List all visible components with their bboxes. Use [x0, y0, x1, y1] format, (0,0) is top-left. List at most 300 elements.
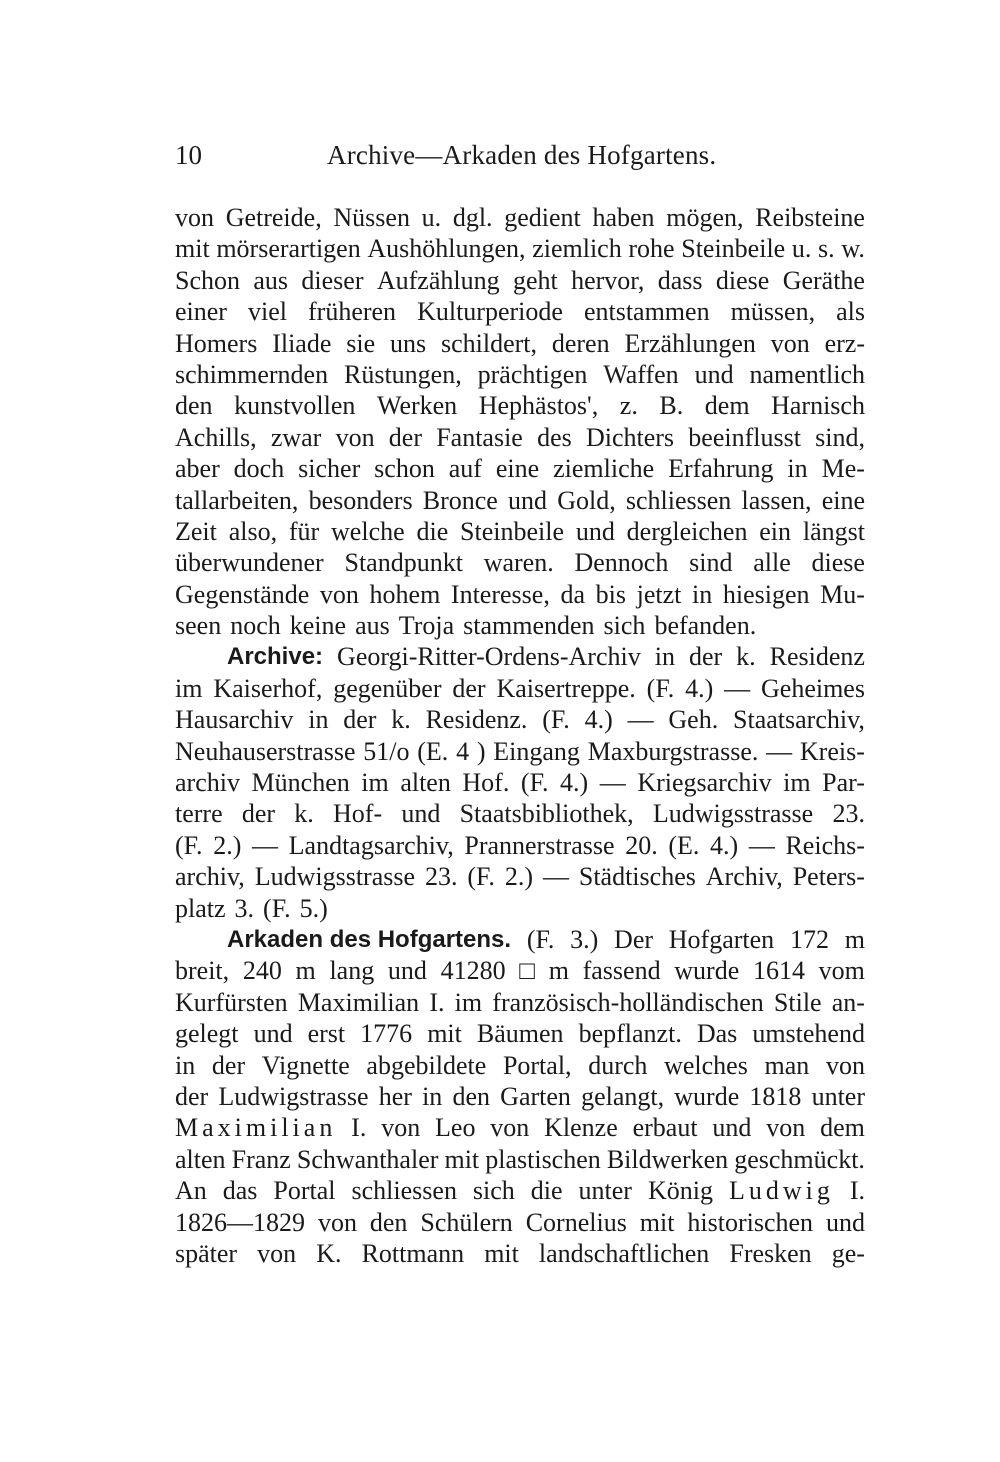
word: Peters- [792, 862, 865, 892]
word: von [770, 328, 810, 358]
page-number: 10 [175, 140, 202, 170]
word: historischen [687, 1207, 814, 1237]
word: Kaiserhof, [213, 673, 323, 703]
word: Residenz [769, 642, 865, 672]
word: in [787, 454, 808, 484]
word: schildert, [440, 328, 537, 358]
word: archiv, [175, 862, 245, 892]
paragraph [175, 202, 865, 641]
text-line [175, 233, 865, 264]
word: Bäumen [476, 1019, 564, 1049]
word: s. [818, 234, 835, 264]
word: Neuhauserstrasse [175, 736, 356, 766]
word: dem [704, 391, 750, 421]
word: Fresken [729, 1238, 812, 1268]
word: diese [811, 548, 865, 578]
text-line [175, 202, 865, 233]
word: diese [715, 265, 770, 295]
word: im [454, 987, 483, 1017]
word: stammenden [463, 611, 595, 641]
text-line [175, 1144, 865, 1175]
word: Hof. [462, 768, 510, 798]
word: doch [233, 454, 285, 484]
word: aus [355, 611, 390, 641]
text-line [175, 893, 865, 924]
word: von [335, 422, 375, 452]
word: eine [495, 454, 540, 484]
word: dieser [301, 265, 364, 295]
word: unter [811, 1081, 865, 1111]
word: wurde [674, 956, 740, 986]
word: Franz [231, 1144, 291, 1174]
word: Mu- [820, 579, 865, 609]
word: (F. [263, 893, 291, 923]
text-line [175, 1207, 865, 1238]
word: K. [316, 1238, 342, 1268]
word: einer [175, 297, 227, 327]
word: Bildwerken [606, 1144, 729, 1174]
word: das [222, 1176, 258, 1206]
word: 23. [832, 799, 865, 829]
word: (F. [646, 673, 675, 703]
word: alten [175, 1144, 226, 1174]
word: Ludwigstrasse [218, 1081, 369, 1111]
word: Steinbeile [681, 234, 786, 264]
word: m [295, 956, 316, 986]
word: u. [791, 234, 812, 264]
word: müssen, [730, 297, 816, 327]
word: gelegt [175, 1019, 239, 1049]
word: 4.) [584, 705, 613, 735]
word: 2.) [213, 830, 242, 860]
word: in [175, 1050, 196, 1080]
word: Interesse, [450, 579, 550, 609]
word: ge- [831, 1238, 865, 1268]
word: Werken [376, 391, 458, 421]
word: 51/o [363, 736, 410, 766]
word: für [288, 516, 320, 546]
word: seen [175, 611, 222, 641]
word: und [694, 359, 734, 389]
word: und [712, 1113, 752, 1143]
word: der [241, 799, 276, 829]
word: Rottmann [361, 1238, 465, 1268]
word: vom [818, 956, 865, 986]
text-line [175, 453, 865, 484]
word: von [319, 579, 359, 609]
word: zwar [270, 422, 322, 452]
word: sich [603, 611, 646, 641]
word: welche [331, 516, 405, 546]
text-line [175, 547, 865, 578]
word: im [783, 768, 811, 798]
word: Waffen [603, 359, 679, 389]
text-line [175, 955, 865, 986]
word: tallarbeiten, [175, 485, 299, 515]
word: abgebildete [366, 1050, 487, 1080]
word: alle [753, 548, 791, 578]
word: später [175, 1238, 238, 1268]
text-line [175, 359, 865, 390]
word: waren. [483, 548, 554, 578]
word: platz [175, 893, 226, 923]
word: Garten [500, 1081, 571, 1111]
word: Geräthe [782, 265, 865, 295]
page-header [175, 140, 865, 180]
word: Getreide, [225, 203, 322, 232]
word: den [452, 1081, 491, 1111]
word: terre [175, 799, 223, 829]
text-line [175, 641, 865, 672]
word: Rüstungen, [343, 359, 462, 389]
word: I. [351, 1113, 367, 1143]
word: schliessen [351, 1176, 457, 1206]
text-line [175, 328, 865, 359]
word: prächtigen [477, 359, 588, 389]
word: z. [619, 391, 638, 421]
word: I. [849, 1176, 865, 1206]
word: uns [389, 328, 427, 358]
word: gelangt, [581, 1081, 665, 1111]
word: schon [374, 454, 435, 484]
word: Residenz. [425, 705, 528, 735]
word: mit [175, 234, 210, 264]
word: hiesigen [722, 579, 810, 609]
word: ein [759, 516, 792, 546]
word: Prannerstrasse [464, 830, 615, 860]
word: kunstvollen [234, 391, 356, 421]
word: an- [831, 987, 865, 1017]
word: dergleichen [626, 516, 748, 546]
word: 41280 [440, 956, 506, 986]
word: k. [736, 642, 756, 672]
section-heading: Archive: [227, 643, 324, 671]
word: Dennoch [574, 548, 669, 578]
word: Gegenstände [175, 579, 310, 609]
word: erst [307, 1019, 346, 1049]
word: Hofgarten [668, 924, 775, 954]
word: ) [476, 736, 486, 766]
word: die [530, 1176, 563, 1206]
word: erbaut [632, 1113, 698, 1143]
text-line [175, 1050, 865, 1081]
word: den [175, 391, 213, 421]
word: 4.) [685, 673, 714, 703]
word: 4.) [710, 830, 739, 860]
text-line [175, 767, 865, 798]
word: dgl. [452, 203, 493, 232]
word: sich [472, 1176, 515, 1206]
word: Par- [822, 768, 865, 798]
word: durch [588, 1050, 648, 1080]
word: mögen, [666, 203, 744, 232]
word: Gold, [557, 485, 616, 515]
word: der [343, 705, 377, 735]
word: 3. [234, 893, 255, 923]
word: wurde [674, 1081, 740, 1111]
word: dem [820, 1113, 865, 1143]
word: mit [444, 1144, 480, 1174]
word: von [257, 1238, 297, 1268]
word: mörserartigen [216, 234, 361, 264]
text-line [175, 265, 865, 296]
word: I. [429, 987, 445, 1017]
word: Fantasie [436, 422, 523, 452]
word: landschaftlichen [538, 1238, 710, 1268]
word: aber [175, 454, 220, 484]
word: hervor, [571, 265, 645, 295]
word: früheren [308, 297, 397, 327]
word: König [647, 1176, 713, 1206]
word: lang [329, 956, 375, 986]
word: französisch-holländischen [492, 987, 764, 1017]
word: der [688, 642, 723, 672]
word: 2.) [504, 862, 534, 892]
word: Schülern [420, 1207, 513, 1237]
word: — [627, 705, 654, 735]
word: gegenüber [333, 673, 442, 703]
word: 5.) [299, 893, 328, 923]
word: Dichters [585, 422, 675, 452]
text-line [175, 987, 865, 1018]
word: Troja [398, 611, 455, 641]
text-line [175, 736, 865, 767]
word: schliessen [625, 485, 732, 515]
word: in [654, 642, 675, 672]
word: von [381, 1113, 421, 1143]
word: Der [614, 924, 654, 954]
word: An [175, 1176, 207, 1206]
word: Staatsbibliothek, [459, 799, 634, 829]
word: 172 [789, 924, 829, 954]
word: Hof- [333, 799, 383, 829]
word: keine [289, 611, 347, 641]
word: Maximilian [175, 1113, 337, 1143]
word: gedient [504, 203, 581, 232]
word: München [251, 768, 350, 798]
word: fassend [582, 956, 661, 986]
word: längst [802, 516, 865, 546]
word: der [452, 673, 486, 703]
word: Ludwig [728, 1176, 834, 1206]
word: entstammen [583, 297, 710, 327]
square-symbol: □ [519, 956, 535, 986]
running-title: Archive—Arkaden des Hofgartens. [327, 140, 717, 170]
word: m [548, 956, 569, 986]
word: im [175, 673, 203, 703]
word: plastischen [485, 1144, 601, 1174]
word: hohem [369, 579, 441, 609]
text-line [175, 1081, 865, 1112]
word: — [252, 830, 278, 860]
word: befanden. [654, 611, 757, 641]
word: also, [228, 516, 278, 546]
word: 1776 [360, 1019, 413, 1049]
word: (F. [175, 830, 203, 860]
word: ziemliche [553, 454, 655, 484]
word: mit [639, 1207, 675, 1237]
word: und [401, 799, 441, 829]
word: und [825, 1207, 865, 1237]
word: Maxburgstrasse. [587, 736, 759, 766]
word: Kaisertreppe. [496, 673, 636, 703]
word: Reibsteine [755, 203, 865, 232]
word: 1614 [752, 956, 805, 986]
word: Kriegsarchiv [637, 768, 772, 798]
word: Standpunkt [344, 548, 463, 578]
word: Zeit [175, 516, 217, 546]
word: Kulturperiode [417, 297, 563, 327]
text-line [175, 924, 865, 955]
word: Hephästos', [478, 391, 599, 421]
word: Harnisch [771, 391, 865, 421]
word: welches [664, 1050, 748, 1080]
word: 1818 [749, 1081, 802, 1111]
word: (E. [417, 736, 449, 766]
text-line [175, 516, 865, 547]
word: der [175, 1081, 209, 1111]
word: alten [400, 768, 451, 798]
word: Staatsarchiv, [733, 705, 865, 735]
word: von [175, 203, 214, 232]
word: des [537, 422, 572, 452]
text-line [175, 673, 865, 704]
word: u. [421, 203, 442, 232]
word: schimmernden [175, 359, 329, 389]
word: auf [448, 454, 482, 484]
word: Leo [435, 1113, 476, 1143]
word: Portal, [502, 1050, 572, 1080]
word: Steinbeile [460, 516, 565, 546]
word: Aushöhlungen, [367, 234, 526, 264]
word: jetzt [636, 579, 682, 609]
word: man [764, 1050, 810, 1080]
word: Ludwigsstrasse [652, 799, 814, 829]
word: 4 [456, 736, 470, 766]
text-line [175, 390, 865, 421]
word: die [416, 516, 449, 546]
word: sind, [815, 422, 865, 452]
word: Iliade [272, 328, 332, 358]
word: Schwanthaler [296, 1144, 439, 1174]
word: in [422, 1081, 443, 1111]
word: als [836, 297, 865, 327]
word: und [575, 516, 615, 546]
word: Hausarchiv [175, 705, 294, 735]
word: (E. [668, 830, 700, 860]
word: — [748, 830, 775, 860]
text-line [175, 422, 865, 453]
word: mit [427, 1019, 462, 1049]
word: her [378, 1081, 412, 1111]
word: geht [512, 265, 558, 295]
paragraph [175, 924, 865, 1269]
word: Kreis- [799, 736, 865, 766]
word: 4.) [560, 768, 589, 798]
word: Maximilian [297, 987, 420, 1017]
text-line [175, 830, 865, 861]
word: Landtagsarchiv, [288, 830, 454, 860]
word: viel [247, 297, 287, 327]
word: in [308, 705, 329, 735]
word: da [560, 579, 585, 609]
word: erz- [824, 328, 865, 358]
word: — [542, 862, 569, 892]
text-line [175, 485, 865, 516]
text-line [175, 1238, 865, 1269]
word: lassen, [741, 485, 812, 515]
word: Erfahrung [668, 454, 774, 484]
word: und [508, 485, 548, 515]
word: Cornelius [525, 1207, 627, 1237]
text-line [175, 861, 865, 892]
word: Geh. [668, 705, 719, 735]
word: Vignette [261, 1050, 350, 1080]
word: im [361, 768, 389, 798]
word: Me- [821, 454, 865, 484]
section-heading: Arkaden des Hofgartens. [227, 925, 512, 953]
word: Stile [773, 987, 822, 1017]
word: Geheimes [761, 673, 865, 703]
word: breit, [175, 956, 230, 986]
word: umstehend [752, 1019, 865, 1049]
word: bepflanzt. [578, 1019, 682, 1049]
text-line [175, 798, 865, 829]
word: — [724, 673, 751, 703]
word: Georgi-Ritter-Ordens-Archiv [337, 642, 641, 672]
paragraph [175, 641, 865, 924]
word: noch [230, 611, 281, 641]
word: eine [821, 485, 865, 515]
text-line [175, 1175, 865, 1206]
word: 240 [242, 956, 282, 986]
word: 23. [424, 862, 458, 892]
word: mit [484, 1238, 519, 1268]
word: m [844, 924, 865, 954]
word: besonders [308, 485, 413, 515]
word: haben [592, 203, 655, 232]
word: ziemlich [532, 234, 622, 264]
word: (F. [467, 862, 495, 892]
word: in [691, 579, 713, 609]
word: Eingang [493, 736, 580, 766]
word: Aufzählung [376, 265, 500, 295]
text-line [175, 579, 865, 610]
word: namentlich [749, 359, 865, 389]
word: k. [294, 799, 314, 829]
word: Archiv, [705, 862, 783, 892]
word: Das [696, 1019, 738, 1049]
word: Ludwigsstrasse [254, 862, 416, 892]
word: k. [391, 705, 411, 735]
word: Erzählungen [624, 328, 756, 358]
word: aus [253, 265, 289, 295]
text-line [175, 610, 865, 641]
word: (F. [542, 705, 570, 735]
word: von [317, 1207, 357, 1237]
word: Schon [175, 265, 240, 295]
word: (F. [520, 768, 549, 798]
word: 20. [625, 830, 658, 860]
text-line [175, 1018, 865, 1049]
word: bis [595, 579, 626, 609]
word: von [825, 1050, 865, 1080]
word: sicher [298, 454, 361, 484]
word: sie [346, 328, 376, 358]
word: Portal [273, 1176, 336, 1206]
word: Kurfürsten [175, 987, 288, 1017]
word: Klenze [544, 1113, 618, 1143]
